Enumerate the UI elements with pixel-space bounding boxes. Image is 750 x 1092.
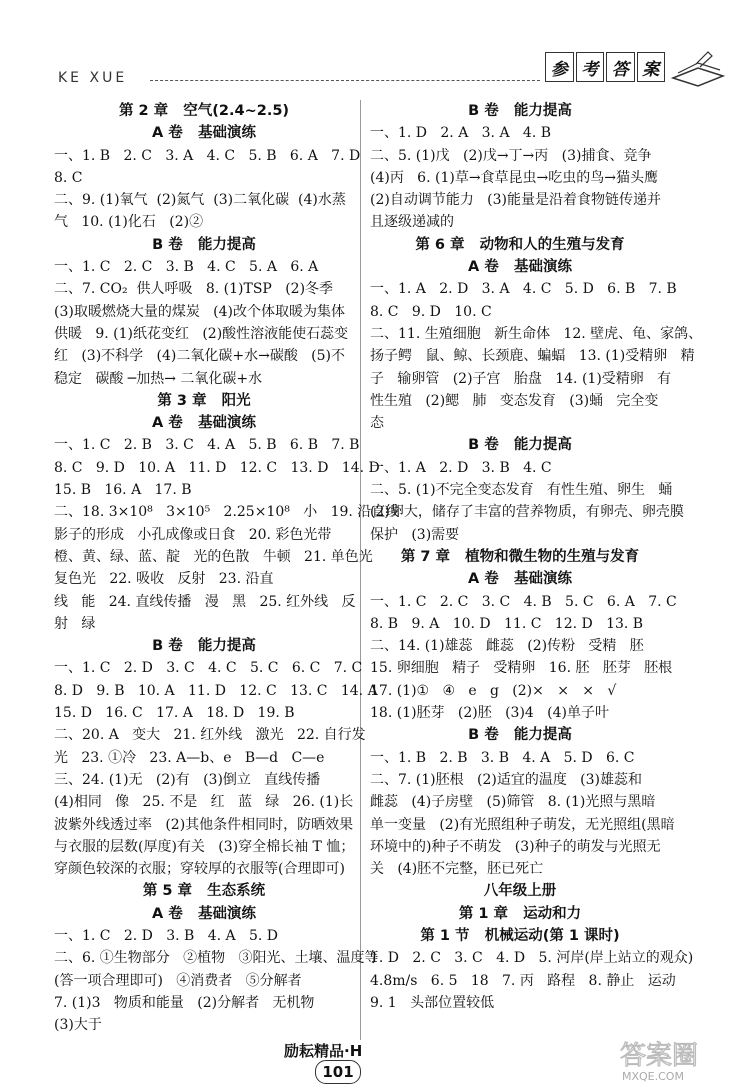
answer-line: 18. (1)胚芽 (2)胚 (3)4 (4)单子叶 — [370, 705, 609, 722]
right-column — [370, 100, 703, 1014]
answer-line: 一、1. C 2. D 3. C 4. C 5. C 6. C 7. C — [54, 660, 363, 677]
badge-char: 案 — [637, 52, 666, 82]
answer-line: 一、1. C 2. C 3. B 4. C 5. A 6. A — [54, 259, 319, 276]
chapter-heading: 第 1 章 运动和力 — [458, 905, 582, 922]
answer-line: 波紫外线透过率 (2)其他条件相同时，防晒效果 — [54, 816, 354, 833]
answer-line: 扬子鳄 鼠、鲸、长颈鹿、蝙蝠 13. (1)受精卵 精 — [370, 348, 695, 365]
answer-line: 关 (4)胚不完整，胚已死亡 — [370, 861, 544, 878]
badge-char: 答 — [606, 52, 635, 82]
answer-line: 二、7. (1)胚根 (2)适宜的温度 (3)雄蕊和 — [370, 771, 643, 788]
answer-line: 且逐级递减的 — [370, 214, 454, 231]
answer-line: 一、1. D 2. A 3. A 4. B — [370, 125, 552, 142]
answer-line: 射 绿 — [54, 615, 96, 632]
answer-line: 子 输卵管 (2)子宫 胎盘 14. (1)受精卵 有 — [370, 370, 672, 387]
answer-line: 二、20. A 变大 21. 红外线 激光 22. 自行发 — [54, 727, 366, 744]
page-number: 101 — [315, 1060, 361, 1084]
answer-line: 线 能 24. 直线传播 漫 黑 25. 红外线 反 — [54, 593, 356, 610]
answer-line: 复色光 22. 吸收 反射 23. 沿直 — [54, 571, 274, 588]
section-heading: B 卷 能力提高 — [152, 236, 256, 253]
answer-line: (3)大于 — [54, 1017, 102, 1034]
answer-line: 8. B 9. A 10. D 11. C 12. D 13. B — [370, 615, 644, 632]
section-heading: A 卷 基础演练 — [468, 259, 572, 276]
answer-line: (2)卵大，储存了丰富的营养物质，有卵壳、卵壳膜 — [370, 504, 684, 521]
answer-line: 8. C — [54, 169, 83, 186]
answer-line: 一、1. A 2. D 3. A 4. C 5. D 6. B 7. B — [370, 281, 677, 298]
answer-line: 9. 1 头部位置较低 — [370, 994, 495, 1011]
answer-line: 与衣服的层数(厚度)有关 (3)穿全棉长袖 T 恤； — [54, 838, 355, 855]
answer-line: 二、5. (1)戊 (2)戊→丁→丙 (3)捕食、竞争 — [370, 147, 652, 164]
section-heading: B 卷 能力提高 — [468, 437, 572, 454]
answer-line: 二、18. 3×10⁸ 3×10⁵ 2.25×10⁸ 小 19. 沿直线 — [54, 504, 400, 521]
answer-line: 1. D 2. C 3. C 4. D 5. 河岸(岸上站立的观众) — [370, 950, 694, 967]
left-column — [54, 100, 400, 1036]
answer-line: (4)相同 像 25. 不是 红 蓝 绿 26. (1)长 — [54, 794, 354, 811]
answer-line: 8. D 9. B 10. A 11. D 12. C 13. C 14. A — [54, 682, 378, 699]
section-heading: B 卷 能力提高 — [152, 638, 256, 655]
answer-line: 雌蕊 (4)子房壁 (5)筛管 8. (1)光照与黑暗 — [370, 794, 656, 811]
chapter-heading: 第 2 章 空气(2.4~2.5) — [118, 103, 290, 119]
header-dashed-line — [150, 80, 540, 81]
divider — [360, 100, 361, 1040]
chapter-heading: 八年级上册 — [483, 883, 557, 900]
answer-line: (2)自动调节能力 (3)能量是沿着食物链传递并 — [370, 192, 662, 209]
section-heading: B 卷 能力提高 — [468, 103, 572, 119]
section-heading: B 卷 能力提高 — [468, 727, 572, 744]
header-left-label: KE XUE — [58, 70, 128, 86]
answer-line: 二、9. (1)氧气 (2)氮气 (3)二氧化碳 (4)水蒸 — [54, 192, 346, 209]
answer-line: 环境中的)种子不萌发 (3)种子的萌发与光照无 — [370, 838, 661, 855]
badge-char: 考 — [576, 52, 605, 82]
answer-line: 红 (3)不科学 (4)二氧化碳+水→碳酸 (5)不 — [54, 348, 346, 365]
answer-line: 一、1. A 2. D 3. B 4. C — [370, 459, 552, 476]
answer-line: 光 23. ①冷 23. A—b、e B—d C—e — [54, 749, 325, 766]
answer-line: 性生殖 (2)鳃 肺 变态发育 (3)蛹 完全变 — [370, 392, 659, 409]
answer-line: 一、1. B 2. C 3. A 4. C 5. B 6. A 7. D — [54, 147, 361, 164]
answer-line: 稳定 碳酸 ─加热→ 二氧化碳+水 — [54, 370, 263, 387]
section-heading: A 卷 基础演练 — [152, 905, 256, 922]
watermark-logo — [616, 1036, 726, 1072]
answer-line: 橙、黄、绿、蓝、靛 光的色散 牛顿 21. 单色光 — [54, 548, 373, 565]
answer-line: 三、24. (1)无 (2)有 (3)倒立 直线传播 — [54, 771, 321, 788]
answer-line: 15. 卵细胞 精子 受精卵 16. 胚 胚芽 胚根 — [370, 660, 673, 677]
answer-line: 一、1. B 2. B 3. B 4. A 5. D 6. C — [370, 749, 635, 766]
footer-brand: 励耘精品·H — [284, 1042, 363, 1060]
chapter-heading: 第 6 章 动物和人的生殖与发育 — [415, 236, 625, 253]
answer-line: 4.8m/s 6. 5 18 7. 丙 路程 8. 静止 运动 — [370, 972, 676, 989]
answer-line: 气 10. (1)化石 (2)② — [54, 214, 204, 231]
answer-line: 17. (1)① ④ e g (2)× × × √ — [370, 682, 617, 699]
answer-line: 8. C 9. D 10. A 11. D 12. C 13. D 14. D — [54, 459, 380, 476]
header-badge — [545, 52, 665, 82]
chapter-heading: 第 3 章 阳光 — [157, 392, 251, 409]
answer-line: 一、1. C 2. C 3. C 4. B 5. C 6. A 7. C — [370, 593, 677, 610]
answer-line: 态 — [370, 415, 384, 432]
answer-line: (答一项合理即可) ④消费者 ⑤分解者 — [54, 972, 302, 989]
section-heading: A 卷 基础演练 — [152, 415, 256, 432]
book-deco-icon — [668, 48, 728, 88]
answer-line: 二、11. 生殖细胞 新生命体 12. 壁虎、龟、家鸽、 — [370, 325, 703, 342]
answer-line: 单一变量 (2)有光照组种子萌发，无光照组(黑暗 — [370, 816, 675, 833]
section-heading: A 卷 基础演练 — [152, 125, 256, 142]
answer-line: 15. B 16. A 17. B — [54, 482, 192, 499]
chapter-heading: 第 7 章 植物和微生物的生殖与发育 — [400, 548, 640, 565]
answer-line: 保护 (3)需要 — [370, 526, 460, 543]
answer-line: 15. D 16. C 17. A 18. D 19. B — [54, 705, 295, 722]
answer-line: 7. (1)3 物质和能量 (2)分解者 无机物 — [54, 994, 315, 1011]
answer-line: 二、7. CO₂ 供人呼吸 8. (1)TSP (2)冬季 — [54, 281, 334, 298]
answer-line: 一、1. C 2. B 3. C 4. A 5. B 6. B 7. B — [54, 437, 360, 454]
badge-char: 参 — [545, 52, 574, 82]
answer-line: 二、14. (1)雄蕊 雌蕊 (2)传粉 受精 胚 — [370, 638, 644, 655]
watermark-logo-text: 答案圈 — [620, 1041, 699, 1071]
answer-line: (4)丙 6. (1)草→食草昆虫→吃虫的鸟→猫头鹰 — [370, 169, 659, 186]
answer-line: 二、5. (1)不完全变态发育 有性生殖、卵生 蛹 — [370, 482, 673, 499]
answer-line: 穿颜色较深的衣服；穿较厚的衣服等(合理即可) — [54, 861, 345, 878]
chapter-heading: 第 5 章 生态系统 — [142, 883, 266, 900]
answer-line: 供暖 9. (1)纸花变红 (2)酸性溶液能使石蕊变 — [54, 325, 349, 342]
answer-line: 二、6. ①生物部分 ②植物 ③阳光、土壤、温度等 — [54, 950, 379, 967]
section-heading: 第 1 节 机械运动(第 1 课时) — [420, 927, 620, 944]
section-heading: A 卷 基础演练 — [468, 571, 572, 588]
answer-line: (3)取暖燃烧大量的煤炭 (4)改个体取暖为集体 — [54, 303, 346, 320]
watermark-text: MXQE.COM — [622, 1070, 684, 1083]
answer-line: 影子的形成 小孔成像或日食 20. 彩色光带 — [54, 526, 332, 543]
answer-line: 一、1. C 2. D 3. B 4. A 5. D — [54, 927, 278, 944]
answer-line: 8. C 9. D 10. C — [370, 303, 492, 320]
